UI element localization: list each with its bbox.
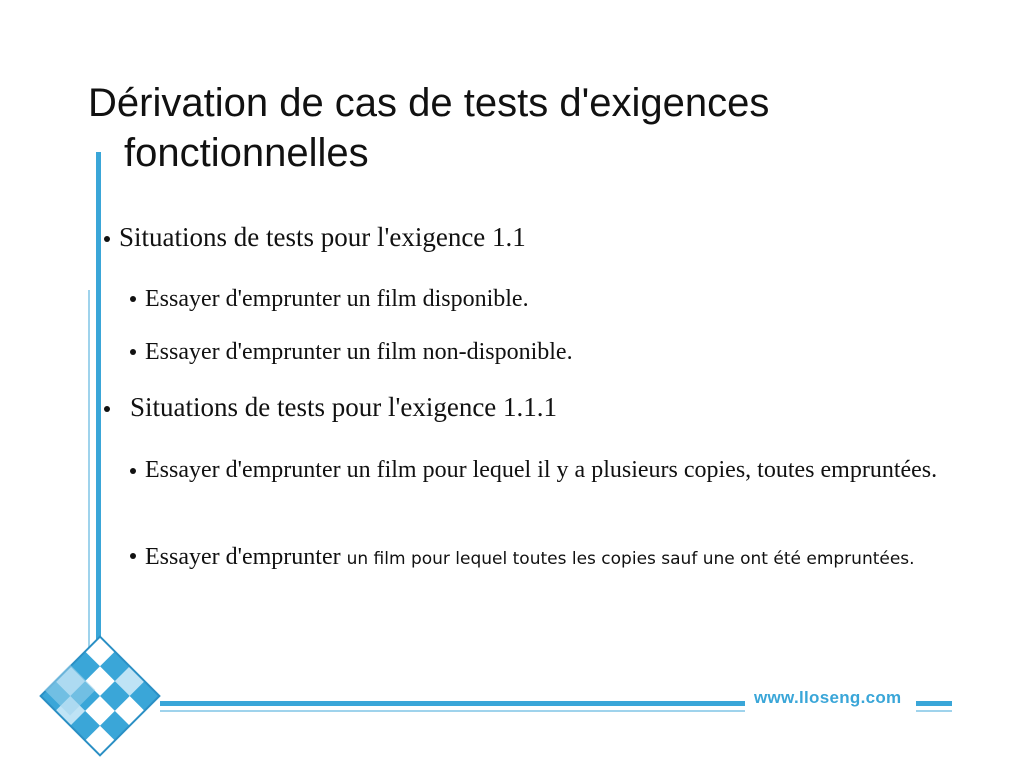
sub-bullet-item [130, 453, 940, 487]
footer-line [160, 701, 745, 706]
slide-title: Dérivation de cas de tests d'exigences fonctionnelles [88, 81, 770, 175]
round-bullet-icon [130, 553, 136, 559]
round-bullet-icon [130, 468, 136, 474]
footer-url: www.lloseng.com [754, 688, 902, 707]
round-bullet-icon [104, 236, 110, 242]
sub-bullet-text: Essayer d'emprunter un film disponible. [145, 286, 529, 312]
bullet-item [104, 392, 944, 423]
sub-bullet-item [130, 286, 940, 313]
sub-bullet-item [130, 339, 940, 366]
sub-bullet-item [130, 538, 940, 578]
round-bullet-icon [104, 406, 110, 412]
checkered-diamond-logo [30, 630, 170, 760]
sub-bullet-text: Essayer d'emprunter un film pour lequel il y a plusieurs copies, toutes empruntées. [145, 457, 938, 483]
sub-bullet-text: Essayer d'emprunter [145, 544, 341, 570]
footer-line-thin [160, 710, 745, 712]
bullet-item [104, 222, 944, 253]
left-accent-bar [96, 152, 101, 682]
footer-line-right [916, 701, 952, 706]
sub-bullet-text: Essayer d'emprunter un film non-disponible. [145, 339, 573, 365]
round-bullet-icon [130, 296, 136, 302]
bullet-text: Situations de tests pour l'exigence 1.1.1 [130, 392, 558, 422]
left-accent-bar-thin [88, 290, 90, 680]
round-bullet-icon [130, 349, 136, 355]
sub-bullet-text-small: un film pour lequel toutes les copies sauf une ont été empruntées. [346, 549, 915, 569]
footer-line-right-thin [916, 710, 952, 712]
bullet-text: Situations de tests pour l'exigence 1.1 [119, 222, 526, 252]
